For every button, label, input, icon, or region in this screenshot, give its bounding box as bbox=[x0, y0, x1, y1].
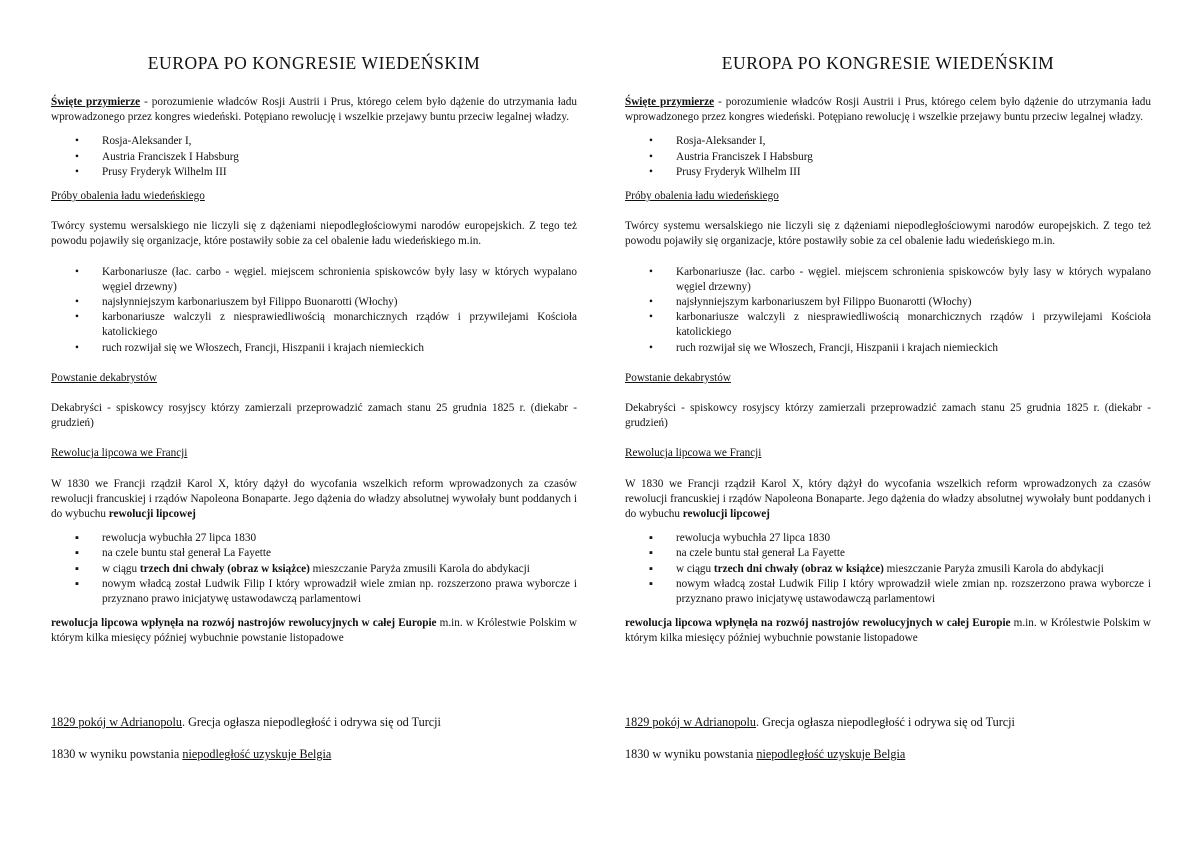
list-item: • Prusy Fryderyk Wilhelm III bbox=[51, 165, 577, 180]
bullet-icon: • bbox=[75, 150, 79, 163]
bullet-icon: • bbox=[649, 165, 653, 178]
list-item: • karbonariusze walczyli z niesprawiedliwością monarchicznych rządów i przywilejami Kościoła katolickiego bbox=[649, 311, 1151, 339]
list-item: • ruch rozwijał się we Włoszech, Francji, Hiszpanii i krajach niemieckich bbox=[51, 341, 577, 356]
left-column bbox=[51, 52, 577, 761]
page-title: EUROPA PO KONGRESIE WIEDEŃSKIM bbox=[147, 53, 481, 73]
bullet-icon: ▪ bbox=[649, 562, 653, 575]
right-column bbox=[625, 52, 1151, 761]
bullet-icon: ▪ bbox=[75, 577, 79, 590]
adrianople-line: 1829 pokój w Adrianopolu. Grecja ogłasza niepodległość i odrywa się od Turcji bbox=[51, 715, 441, 729]
belgium-line: 1830 w wyniku powstania niepodległość uzyskuje Belgia bbox=[625, 747, 906, 761]
list-item: • najsłynniejszym karbonariuszem był Filippo Buonarotti (Włochy) bbox=[625, 295, 1151, 310]
bullet-icon: • bbox=[649, 265, 653, 278]
holy-alliance-text: - porozumienie władców Rosji Austrii i Prus, którego celem było dążenie do utrzymania ładu wprowadzonego przez kongres wiedeński. Potępiano rewolucję i wszelkie przejawy buntu przeciw legalnej władzy. bbox=[51, 96, 577, 124]
revolution-list bbox=[51, 531, 577, 607]
holy-alliance-text: - porozumienie władców Rosji Austrii i Prus, którego celem było dążenie do utrzymania ładu wprowadzonego przez kongres wiedeński. Potępiano rewolucję i wszelkie przejawy buntu przeciw legalnej władzy. bbox=[625, 96, 1151, 124]
section-text: Twórcy systemu wersalskiego nie liczyli się z dążeniami niepodległościowymi narodów europejskich. Z tego też powodu pojawiły się organizacje, które postawiły sobie za cel obalenie ładu wiedeńskiego m.in. bbox=[625, 220, 1151, 248]
list-item: • Rosja-Aleksander I, bbox=[625, 134, 1151, 149]
bullet-icon: • bbox=[75, 341, 79, 354]
list-item: ▪ nowym władcą został Ludwik Filip I który wprowadził wiele zmian np. rozszerzono prawa wyborcze i przyznano prawo inicjatywę ustawodawczą parlamentowi bbox=[649, 577, 1151, 606]
list-item: ▪ rewolucja wybuchła 27 lipca 1830 bbox=[625, 531, 1151, 546]
bullet-icon: ▪ bbox=[649, 532, 653, 545]
list-item: • Karbonariusze (łac. carbo - węgiel. miejscem schronienia spiskowców były lasy w których wypalano węgiel drzewny) bbox=[649, 265, 1151, 293]
bullet-icon: ▪ bbox=[75, 547, 79, 560]
bullet-icon: • bbox=[75, 296, 79, 309]
list-item: • ruch rozwijał się we Włoszech, Francji, Hiszpanii i krajach niemieckich bbox=[625, 341, 1151, 356]
bullet-icon: • bbox=[75, 311, 79, 324]
page-title: EUROPA PO KONGRESIE WIEDEŃSKIM bbox=[721, 53, 1055, 73]
section-text: Dekabryści - spiskowcy rosyjscy którzy zamierzali przeprowadzić zamach stanu 25 grudnia 1825 r. (diekabr - grudzień) bbox=[625, 402, 1151, 430]
rulers-list bbox=[51, 134, 577, 180]
holy-alliance-paragraph bbox=[51, 95, 577, 125]
section-text: W 1830 we Francji rządził Karol X, który dążył do wycofania wszelkich reform wprowadzonych za czasów rewolucji francuskiej i rządów Napoleona Bonaparte. Jego dążenia do władzy absolutnej wywołały bunt poddanych i do wybuchu rewolucji lipcowej bbox=[51, 477, 577, 521]
list-item: • karbonariusze walczyli z niesprawiedliwością monarchicznych rządów i przywilejami Kościoła katolickiego bbox=[75, 311, 577, 339]
adrianople-line: 1829 pokój w Adrianopolu. Grecja ogłasza niepodległość i odrywa się od Turcji bbox=[625, 715, 1015, 729]
list-item: • Karbonariusze (łac. carbo - węgiel. miejscem schronienia spiskowców były lasy w których wypalano węgiel drzewny) bbox=[75, 265, 577, 293]
section-text: Twórcy systemu wersalskiego nie liczyli się z dążeniami niepodległościowymi narodów europejskich. Z tego też powodu pojawiły się organizacje, które postawiły sobie za cel obalenie ładu wiedeńskiego m.in. bbox=[51, 220, 577, 248]
list-item: ▪ w ciągu trzech dni chwały (obraz w książce) mieszczanie Paryża zmusili Karola do abdykacji bbox=[625, 562, 1151, 577]
list-item: • Austria Franciszek I Habsburg bbox=[625, 150, 1151, 165]
carbonari-list bbox=[625, 265, 1151, 356]
carbonari-list bbox=[51, 265, 577, 356]
section-text: rewolucja lipcowa wpłynęła na rozwój nastrojów rewolucyjnych w całej Europie m.in. w Królestwie Polskim w którym kilka miesięcy później wybuchnie powstanie listopadowe bbox=[625, 617, 1151, 645]
section-text: Dekabryści - spiskowcy rosyjscy którzy zamierzali przeprowadzić zamach stanu 25 grudnia 1825 r. (diekabr - grudzień) bbox=[51, 402, 577, 430]
section-text: rewolucja lipcowa wpłynęła na rozwój nastrojów rewolucyjnych w całej Europie m.in. w Królestwie Polskim w którym kilka miesięcy później wybuchnie powstanie listopadowe bbox=[51, 617, 577, 645]
list-item: • Austria Franciszek I Habsburg bbox=[51, 150, 577, 165]
section-heading: Rewolucja lipcowa we Francji bbox=[625, 447, 762, 460]
section-text: W 1830 we Francji rządził Karol X, który dążył do wycofania wszelkich reform wprowadzonych za czasów rewolucji francuskiej i rządów Napoleona Bonaparte. Jego dążenia do władzy absolutnej wywołały bunt poddanych i do wybuchu rewolucji lipcowej bbox=[625, 477, 1151, 521]
section-heading: Rewolucja lipcowa we Francji bbox=[51, 447, 188, 460]
bullet-icon: • bbox=[649, 296, 653, 309]
list-item: ▪ nowym władcą został Ludwik Filip I który wprowadził wiele zmian np. rozszerzono prawa wyborcze i przyznano prawo inicjatywę ustawodawczą parlamentowi bbox=[75, 577, 577, 606]
bullet-icon: ▪ bbox=[75, 532, 79, 545]
list-item: • najsłynniejszym karbonariuszem był Filippo Buonarotti (Włochy) bbox=[51, 295, 577, 310]
holy-alliance-heading: Święte przymierze bbox=[625, 96, 715, 108]
bullet-icon: • bbox=[75, 165, 79, 178]
bullet-icon: • bbox=[75, 265, 79, 278]
bullet-icon: • bbox=[649, 135, 653, 148]
holy-alliance-heading: Święte przymierze bbox=[51, 96, 141, 108]
belgium-line: 1830 w wyniku powstania niepodległość uzyskuje Belgia bbox=[51, 747, 332, 761]
section-heading: Próby obalenia ładu wiedeńskiego bbox=[625, 190, 779, 203]
list-item: • Prusy Fryderyk Wilhelm III bbox=[625, 165, 1151, 180]
section-heading: Próby obalenia ładu wiedeńskiego bbox=[51, 190, 205, 203]
list-item: ▪ na czele buntu stał generał La Fayette bbox=[625, 546, 1151, 561]
list-item: ▪ na czele buntu stał generał La Fayette bbox=[51, 546, 577, 561]
bullet-icon: ▪ bbox=[649, 577, 653, 590]
list-item: ▪ rewolucja wybuchła 27 lipca 1830 bbox=[51, 531, 577, 546]
rulers-list bbox=[625, 134, 1151, 180]
bullet-icon: • bbox=[649, 150, 653, 163]
section-heading: Powstanie dekabrystów bbox=[625, 371, 731, 384]
list-item: ▪ w ciągu trzech dni chwały (obraz w książce) mieszczanie Paryża zmusili Karola do abdykacji bbox=[51, 562, 577, 577]
bullet-icon: • bbox=[649, 311, 653, 324]
bullet-icon: • bbox=[649, 341, 653, 354]
section-heading: Powstanie dekabrystów bbox=[51, 371, 157, 384]
revolution-list bbox=[625, 531, 1151, 607]
list-item: • Rosja-Aleksander I, bbox=[51, 134, 577, 149]
bullet-icon: ▪ bbox=[649, 547, 653, 560]
holy-alliance-paragraph bbox=[625, 95, 1151, 125]
bullet-icon: ▪ bbox=[75, 562, 79, 575]
bullet-icon: • bbox=[75, 135, 79, 148]
